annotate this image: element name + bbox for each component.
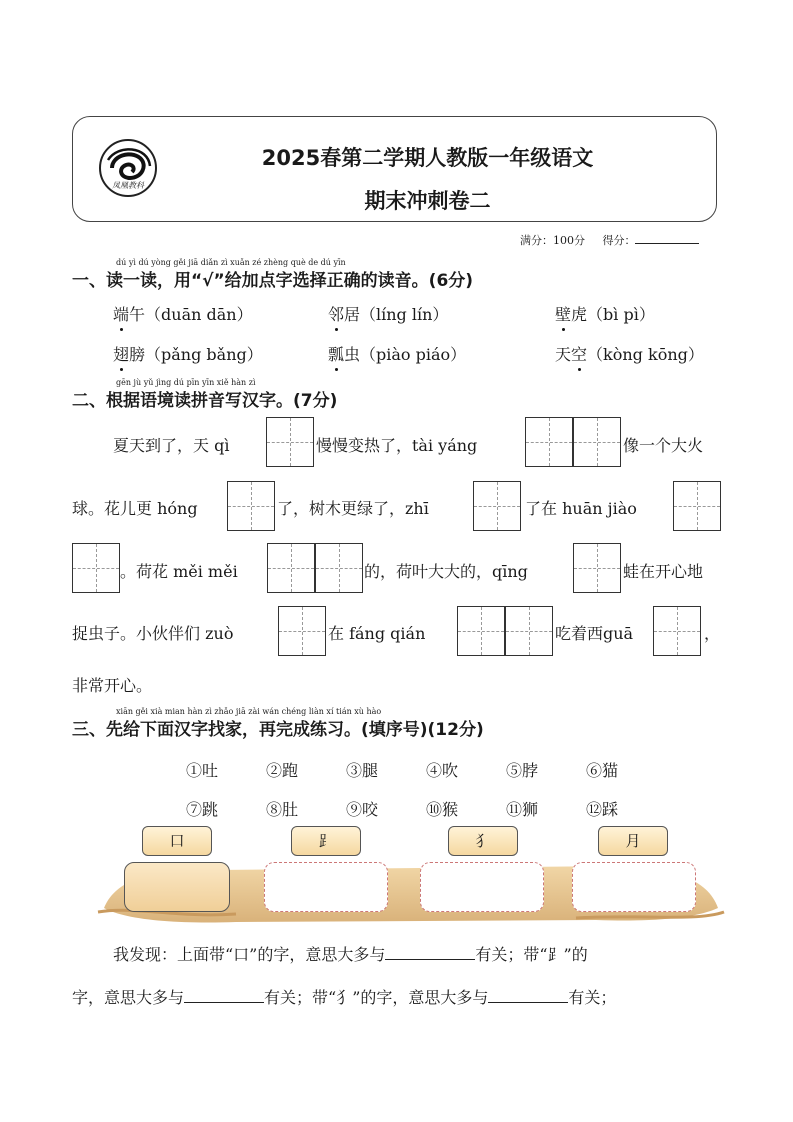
writing-grid[interactable] (278, 606, 326, 656)
char-option: ③腿 (346, 761, 379, 780)
q1-item[interactable] (328, 302, 448, 325)
writing-grid[interactable] (505, 606, 553, 656)
q2-text: 非常开心。 (72, 676, 153, 695)
answer-box[interactable] (264, 862, 388, 912)
dotted-char: 翅 (113, 345, 130, 364)
q1-item[interactable] (555, 302, 655, 325)
dotted-char: 瓢 (328, 345, 345, 364)
q1-heading: 一、读一读，用“√”给加点字选择正确的读音。(6分) (72, 271, 474, 291)
writing-grid[interactable] (473, 481, 521, 531)
q1-pinyin: dú yì dú yòng gěi jiā diǎn zì xuǎn zé zhèng què de dú yīn (116, 258, 346, 267)
discovery-text: 有关；带“⻊”的 (475, 945, 588, 964)
radical-tag-foot: ⻊ (291, 826, 361, 856)
page-title: 2025春第二学期人教版一年级语文 (261, 146, 594, 170)
q3-pinyin: xiān gěi xià mian hàn zì zhǎo jiā zài wán chéng liàn xí tián xù hào (116, 707, 382, 716)
writing-grid[interactable] (267, 543, 315, 593)
discovery-line-1 (113, 942, 588, 965)
char-option: ⑥猫 (586, 761, 619, 780)
dotted-char: 空 (571, 345, 588, 364)
writing-grid[interactable] (673, 481, 721, 531)
score-label: 得分： (602, 234, 636, 247)
radical-tag-mouth: 口 (142, 826, 212, 856)
q1-item[interactable] (555, 342, 704, 365)
writing-grid[interactable] (525, 417, 573, 467)
q2-text: 捉虫子。小伙伴们 zuò (72, 624, 234, 643)
discovery-text: 我发现：上面带“口”的字，意思大多与 (113, 945, 386, 964)
dotted-char: 邻 (328, 305, 345, 324)
item-text: 天 (555, 345, 572, 364)
writing-grid[interactable] (72, 543, 120, 593)
writing-grid[interactable] (573, 417, 621, 467)
item-text: 午（duān dān） (129, 305, 253, 324)
discovery-text: 有关；带“犭”的字，意思大多与 (264, 988, 489, 1007)
dotted-char: 壁 (555, 305, 572, 324)
q2-text: 了在 huān jiào (525, 499, 637, 518)
item-text: 虫（piào piáo） (344, 345, 467, 364)
publisher-logo (90, 138, 166, 198)
q2-text: 蛙在开心地 (623, 562, 704, 581)
full-score: 满分：100分 (520, 234, 585, 247)
q2-text: 在 fáng qián (328, 624, 426, 643)
q2-text: 。荷花 měi měi (120, 562, 238, 581)
q2-pinyin: gēn jù yǔ jìng dú pīn yīn xiě hàn zì (116, 378, 256, 387)
writing-grid[interactable] (653, 606, 701, 656)
radical-tag-moon: 月 (598, 826, 668, 856)
page-subtitle: 期末冲刺卷二 (364, 189, 491, 213)
answer-blank[interactable] (184, 986, 264, 1003)
writing-grid[interactable] (457, 606, 505, 656)
answer-blank[interactable] (385, 943, 475, 960)
char-option: ⑤脖 (506, 761, 539, 780)
answer-box[interactable] (572, 862, 696, 912)
q3-heading: 三、先给下面汉字找家，再完成练习。(填序号)(12分) (72, 720, 484, 740)
radical-tag-dog: 犭 (448, 826, 518, 856)
q2-text: 像一个大火 (623, 436, 704, 455)
q1-item[interactable] (113, 302, 253, 325)
char-option: ⑪狮 (506, 800, 539, 819)
discovery-text: 字，意思大多与 (72, 988, 185, 1007)
char-option: ②跑 (266, 761, 299, 780)
q2-heading: 二、根据语境读拼音写汉字。(7分) (72, 391, 338, 411)
item-text: 膀（pǎng bǎng） (129, 345, 263, 364)
discovery-text: 有关； (568, 988, 617, 1007)
score-line (520, 232, 699, 248)
char-option: ①吐 (186, 761, 219, 780)
logo-text: 凤凰教科 (112, 181, 144, 190)
char-option: ⑧肚 (266, 800, 299, 819)
q2-text: ， (704, 624, 721, 643)
q2-text: 吃着西guā (555, 624, 634, 643)
item-text: 居（líng lín） (344, 305, 449, 324)
q2-text: 夏天到了，天 qì (113, 436, 230, 455)
char-option: ⑫踩 (586, 800, 619, 819)
discovery-line-2 (72, 985, 616, 1008)
writing-grid[interactable] (227, 481, 275, 531)
char-option: ⑩猴 (426, 800, 459, 819)
item-text: 虎（bì pì） (571, 305, 655, 324)
score-blank[interactable] (635, 232, 699, 244)
answer-box[interactable] (420, 862, 544, 912)
writing-grid[interactable] (315, 543, 363, 593)
q2-text: 的，荷叶大大的，qīng (364, 562, 528, 581)
writing-grid[interactable] (573, 543, 621, 593)
writing-grid[interactable] (266, 417, 314, 467)
answer-box[interactable] (124, 862, 230, 912)
q1-item[interactable] (328, 342, 466, 365)
q2-text: 了，树木更绿了，zhī (277, 499, 429, 518)
char-option: ⑦跳 (186, 800, 219, 819)
q2-text: 慢慢变热了，tài yáng (316, 436, 478, 455)
dotted-char: 端 (113, 305, 130, 324)
q1-item[interactable] (113, 342, 263, 365)
char-option: ④吹 (426, 761, 459, 780)
item-text: （kòng kōng） (587, 345, 704, 364)
char-option: ⑨咬 (346, 800, 379, 819)
q2-text: 球。花儿更 hóng (72, 499, 198, 518)
answer-blank[interactable] (488, 986, 568, 1003)
